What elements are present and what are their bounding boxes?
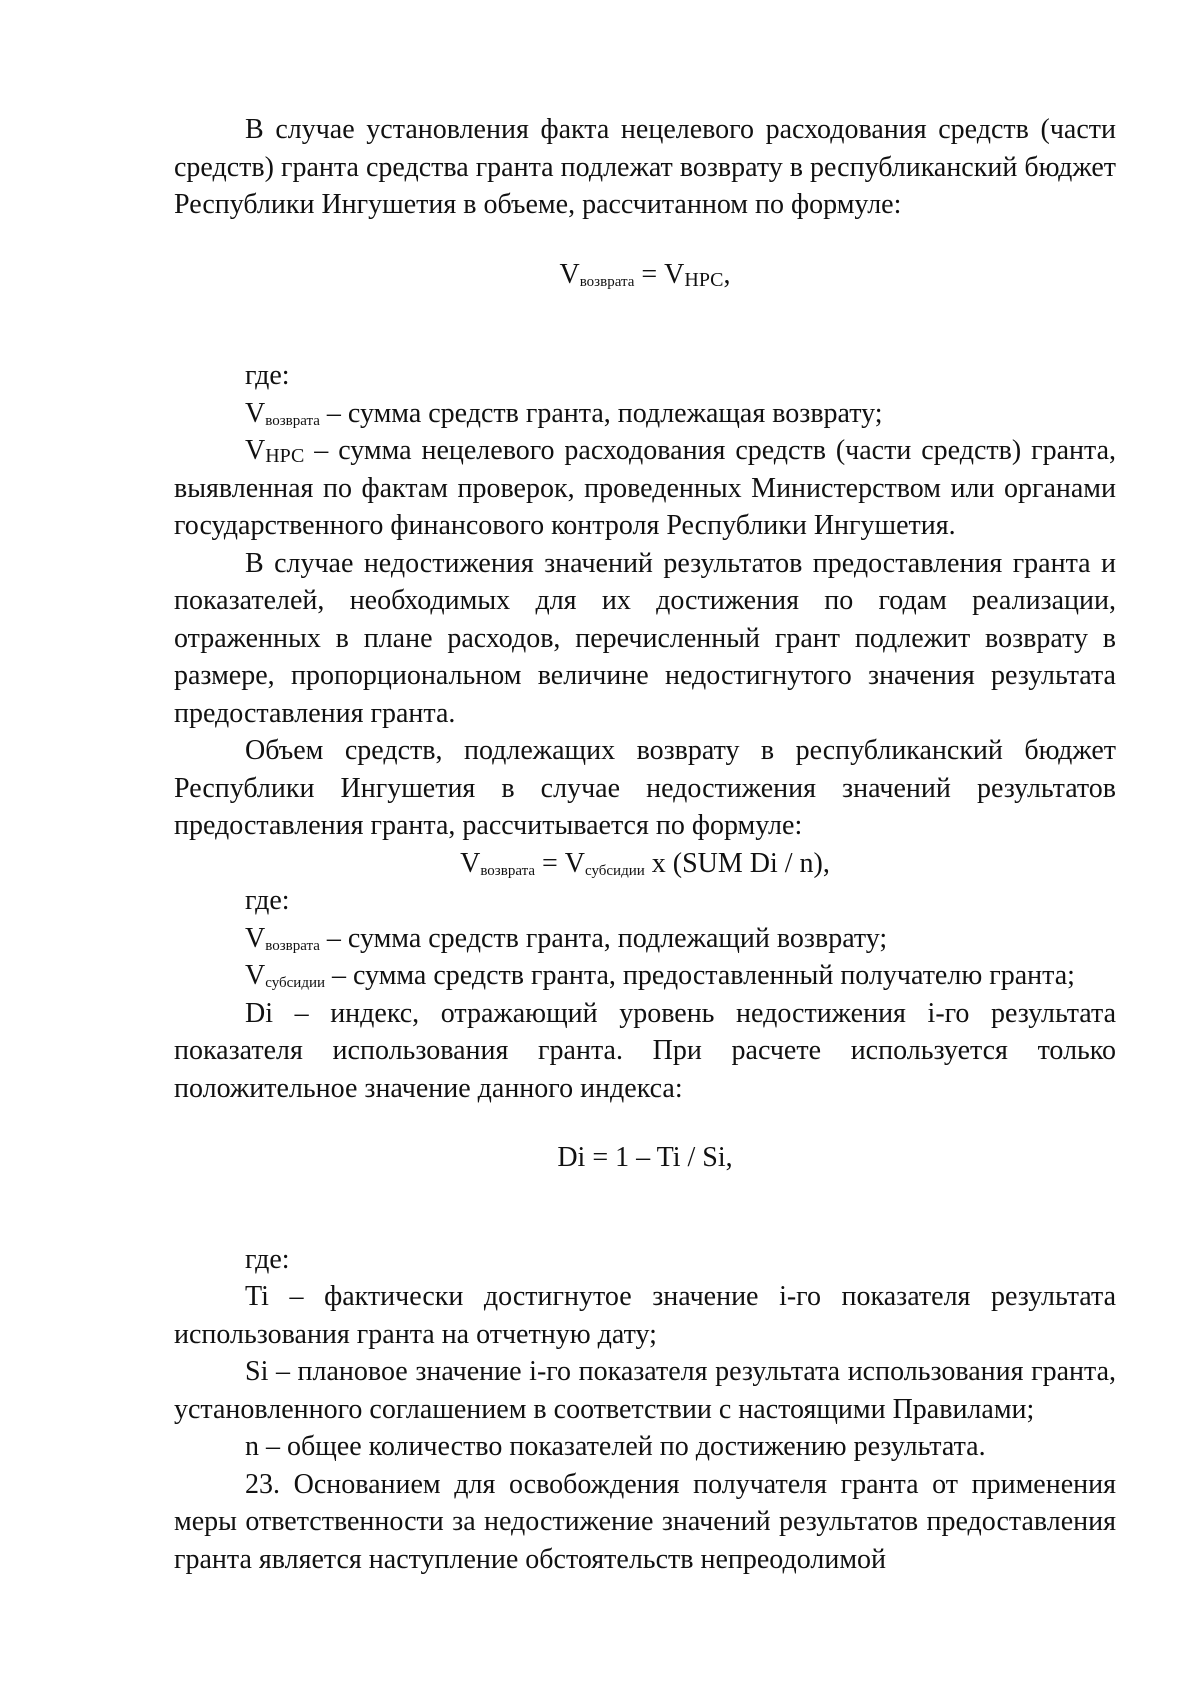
definition-v-nrs: VНРС – сумма нецелевого расходования средств (части средств) гранта, выявленная по фактам проверок, проведенных Министерством или органами государственного финансового контроля Республики Ингушетия.: [174, 435, 1116, 541]
definition-n: n – общее количество показателей по достижению результата.: [245, 1431, 986, 1462]
definition-v-return: Vвозврата – сумма средств гранта, подлежащая возврату;: [245, 397, 883, 429]
definition-di: Di – индекс, отражающий уровень недостижения i-го результата показателя использования гранта. При расчете используется только положительное значение данного индекса:: [174, 997, 1116, 1104]
formula-di: Di = 1 – Ti / Si,: [557, 1142, 733, 1173]
formula-return-misuse: [174, 256, 1116, 294]
paragraph-return-volume: Объем средств, подлежащих возврату в республиканский бюджет Республики Ингушетия в случае недостижения значений результатов предоставления гранта, рассчитывается по формуле:: [174, 735, 1116, 841]
where-label: где:: [245, 360, 290, 391]
where-label: где:: [245, 1243, 290, 1275]
definition-v-subsidy: Vсубсидии – сумма средств гранта, предоставленный получателю гранта;: [245, 960, 1075, 991]
formula-equals: = V: [634, 258, 685, 290]
definition-ti: Ti – фактически достигнутое значение i-го показателя результата использования гранта на отчетную дату;: [174, 1281, 1116, 1350]
where-label: где:: [245, 885, 290, 916]
formula-tail: ,: [723, 258, 731, 290]
paragraph-misuse-return: В случае установления факта нецелевого расходования средств (части средств) гранта средства гранта подлежат возврату в республиканский бюджет Республики Ингушетия в объеме, рассчитанном по формуле:: [174, 114, 1116, 220]
formula-return-underachievement: Vвозврата = Vсубсидии x (SUM Di / n),: [460, 847, 830, 879]
formula-v: V: [559, 258, 580, 290]
formula-subscript-return: возврата: [579, 273, 635, 290]
document-body: [174, 111, 1116, 1578]
definition-v-return-2: Vвозврата – сумма средств гранта, подлежащий возврату;: [245, 922, 888, 954]
formula-subscript-nrs: НРС: [684, 268, 724, 291]
paragraph-underachievement: В случае недостижения значений результатов предоставления гранта и показателей, необходимых для их достижения по годам реализации, отраженных в плане расходов, перечисленный грант подлежит возврату в размере, пропорциональном величине недостигнутого значения результата предоставления гранта.: [174, 547, 1116, 729]
definition-si: Si – плановое значение i-го показателя результата использования гранта, установленного соглашением в соответствии с настоящими Правилами;: [174, 1356, 1116, 1425]
paragraph-item-23: 23. Основанием для освобождения получателя гранта от применения меры ответственности за недостижение значений результатов предоставления гранта является наступление обстоятельств непреодолимой: [174, 1468, 1116, 1575]
